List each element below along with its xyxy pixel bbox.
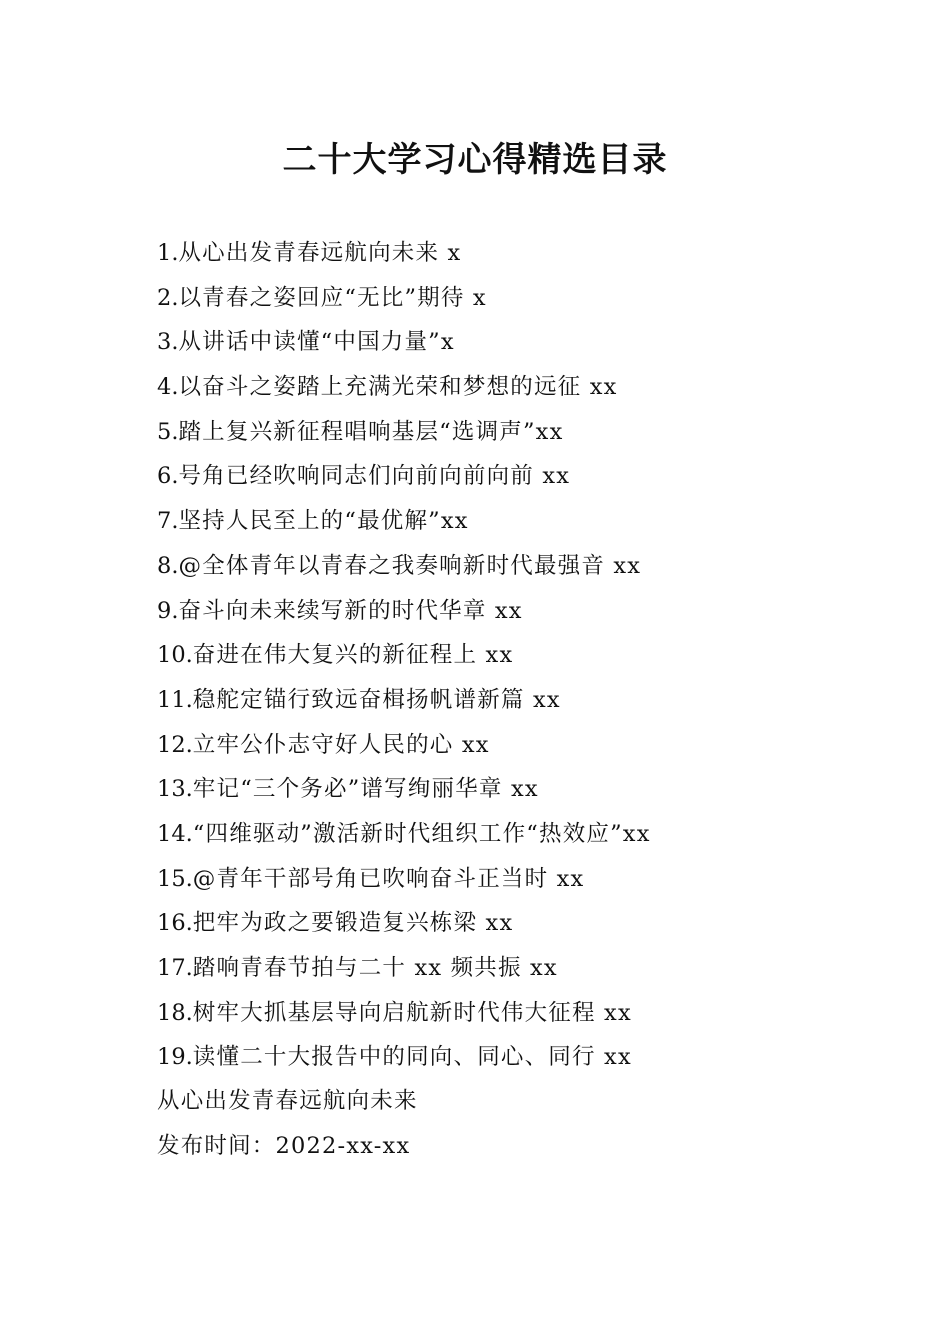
toc-item-text: 坚持人民至上的“最优解”xx — [178, 508, 469, 535]
toc-item — [157, 454, 877, 499]
toc-item — [157, 276, 877, 321]
toc-item — [157, 231, 877, 276]
toc-item-text: 踏响青春节拍与二十 xx 频共振 xx — [192, 955, 558, 981]
toc-item-number: 1. — [157, 240, 179, 266]
toc-item-text: @全体青年以青春之我奏响新时代最强音 xx — [178, 552, 642, 579]
toc-item — [157, 1035, 877, 1080]
toc-item — [157, 723, 877, 768]
toc-item-text: 把牢为政之要锻造复兴栋梁 xx — [192, 910, 514, 937]
toc-item-number: 7. — [157, 508, 179, 535]
toc-item — [157, 544, 877, 589]
toc-item — [157, 946, 877, 991]
toc-item-number: 13. — [157, 776, 193, 803]
document-title: 二十大学习心得精选目录 — [282, 140, 668, 180]
toc-item — [157, 901, 877, 946]
toc-item-text: 号角已经吹响同志们向前向前向前 xx — [178, 463, 571, 490]
toc-item-number: 16. — [157, 910, 193, 937]
toc-item-text: 踏上复兴新征程唱响基层“选调声”xx — [178, 418, 564, 445]
toc-item-text: 读懂二十大报告中的同向、同心、同行 xx — [192, 1044, 632, 1071]
toc-item-number: 6. — [157, 463, 179, 490]
toc-item-number: 18. — [157, 999, 193, 1026]
toc-item-text: 树牢大抓基层导向启航新时代伟大征程 xx — [192, 999, 632, 1026]
toc-item-number: 12. — [157, 731, 193, 758]
toc-item-number: 4. — [157, 374, 179, 401]
publish-date: 发布时间：2022-xx-xx — [157, 1132, 411, 1159]
toc-item — [157, 320, 877, 365]
toc-item — [157, 857, 877, 902]
toc-item-number: 19. — [157, 1044, 193, 1071]
toc-item — [157, 767, 877, 812]
table-of-contents — [157, 231, 877, 1080]
toc-item — [157, 678, 877, 723]
toc-item-number: 2. — [157, 284, 179, 311]
toc-item — [157, 589, 877, 634]
article-title: 从心出发青春远航向未来 — [157, 1088, 418, 1114]
toc-item-text: “四维驱动”激活新时代组织工作“热效应”xx — [192, 820, 651, 847]
toc-item-text: 以奋斗之姿踏上充满光荣和梦想的远征 xx — [178, 374, 618, 401]
toc-item-number: 5. — [157, 418, 179, 445]
toc-item-number: 10. — [157, 642, 193, 669]
article-header — [157, 1079, 877, 1168]
toc-item-number: 15. — [157, 865, 193, 892]
toc-item — [157, 633, 877, 678]
toc-item-text: 立牢公仆志守好人民的心 xx — [192, 731, 490, 758]
toc-item — [157, 991, 877, 1036]
toc-item-text: 从讲话中读懂“中国力量”x — [178, 329, 455, 356]
toc-item-text: 奋斗向未来续写新的时代华章 xx — [178, 597, 523, 624]
toc-item-number: 14. — [157, 820, 193, 847]
toc-item-text: 牢记“三个务必”谱写绚丽华章 xx — [192, 776, 539, 803]
toc-item-number: 3. — [157, 329, 179, 356]
toc-item-text: 奋进在伟大复兴的新征程上 xx — [192, 642, 514, 669]
toc-item-text: 以青春之姿回应“无比”期待 x — [178, 284, 487, 311]
toc-item-number: 9. — [157, 597, 179, 624]
toc-item — [157, 365, 877, 410]
toc-item — [157, 410, 877, 455]
toc-item-text: @青年干部号角已吹响奋斗正当时 xx — [192, 865, 585, 892]
toc-item-number: 8. — [157, 552, 179, 579]
toc-item-text: 从心出发青春远航向未来 x — [178, 240, 462, 266]
toc-item — [157, 499, 877, 544]
toc-item-number: 17. — [157, 955, 193, 981]
toc-item-text: 稳舵定锚行致远奋楫扬帆谱新篇 xx — [192, 686, 561, 713]
toc-item — [157, 812, 877, 857]
toc-item-number: 11. — [157, 686, 193, 713]
